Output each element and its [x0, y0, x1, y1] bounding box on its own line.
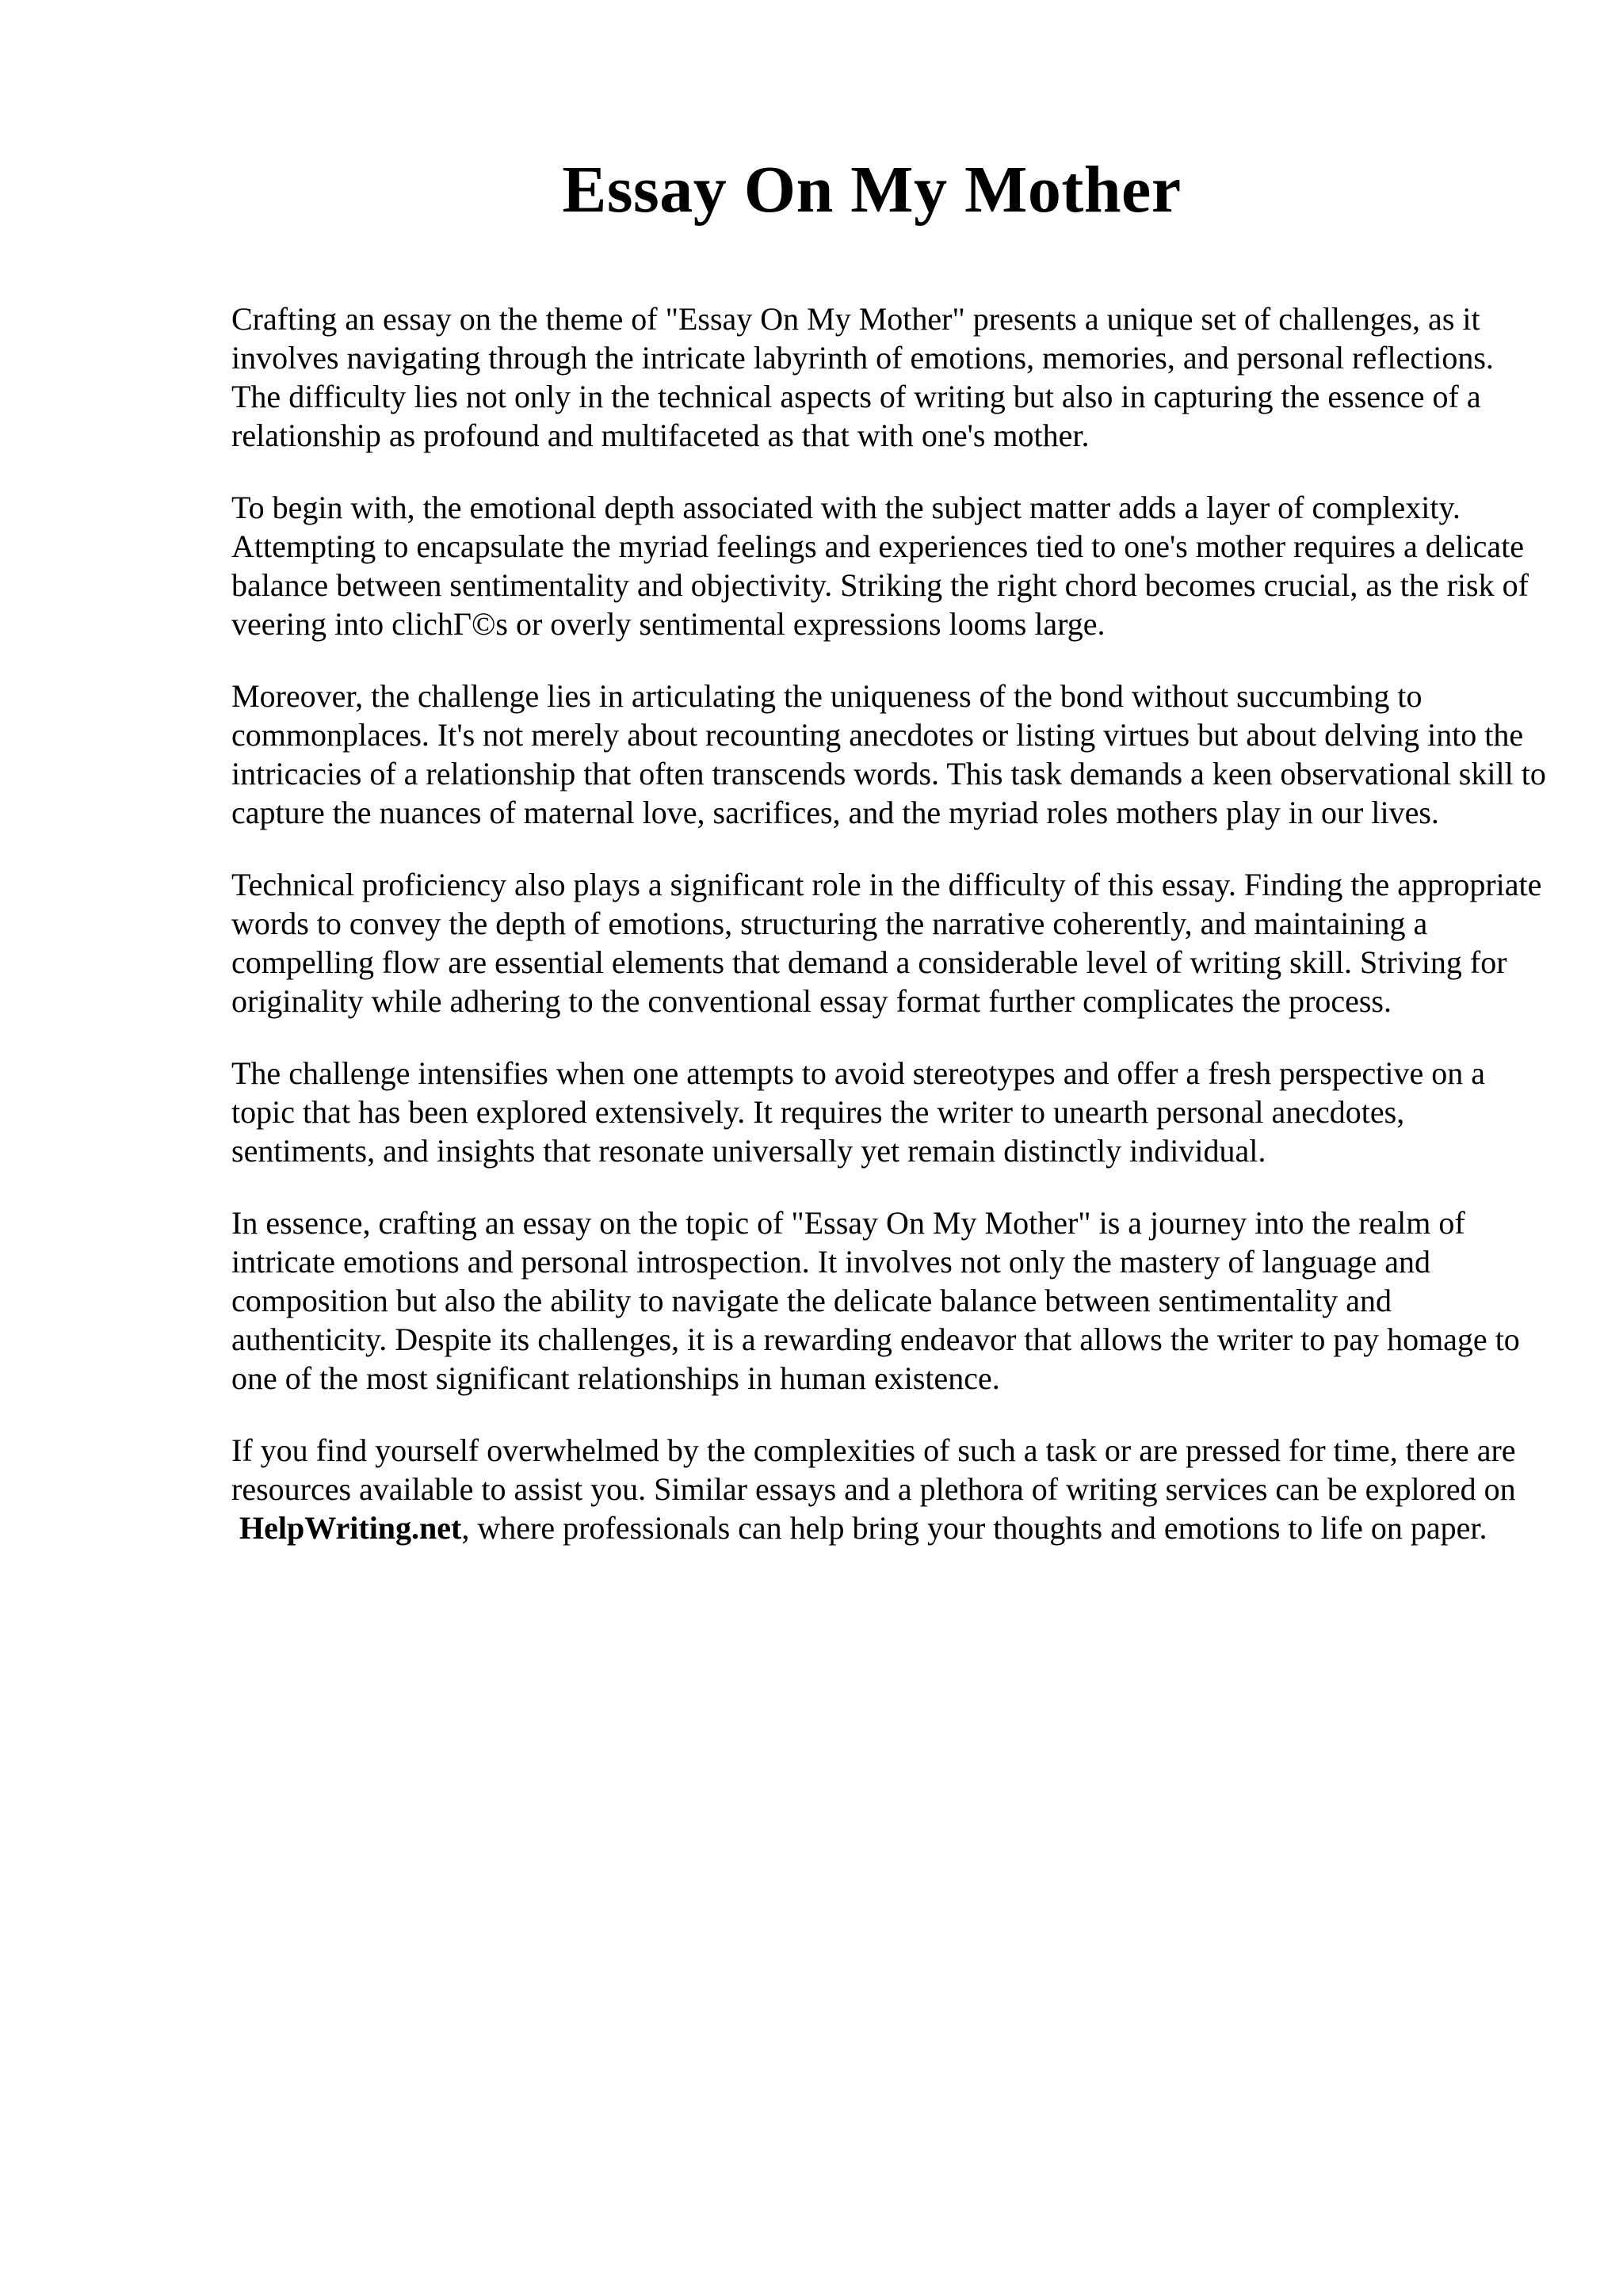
closing-text-before-link: If you find yourself overwhelmed by the complexities of such a task or are pressed for time, there are resources available to assist you. Similar essays and a plethora of writing services can be explored on: [231, 1432, 1516, 1507]
paragraph-3: Moreover, the challenge lies in articulating the uniqueness of the bond without succumbing to commonplaces. It's not merely about recounting anecdotes or listing virtues but about delving into the intricacies of a relationship that often transcends words. This task demands a keen observational skill to capture the nuances of maternal love, sacrifices, and the myriad roles mothers play in our lives.: [231, 678, 1546, 830]
closing-text-after-link: , where professionals can help bring your thoughts and emotions to life on paper.: [461, 1510, 1487, 1546]
closing-paragraph: [231, 1431, 1547, 1547]
paragraph-1: Crafting an essay on the theme of "Essay On My Mother" presents a unique set of challenges, as it involves navigating through the intricate labyrinth of emotions, memories, and personal reflections. The difficulty lies not only in the technical aspects of writing but also in capturing the essence of a relationship as profound and multifaceted as that with one's mother.: [231, 301, 1494, 453]
paragraph-4: Technical proficiency also plays a significant role in the difficulty of this essay. Finding the appropriate words to convey the depth of emotions, structuring the narrative coherently, and maintaining a compelling flow are essential elements that demand a considerable level of writing skill. Striving for originality while adhering to the conventional essay format further complicates the process.: [231, 867, 1542, 1019]
paragraph-2: To begin with, the emotional depth associated with the subject matter adds a layer of complexity. Attempting to encapsulate the myriad feelings and experiences tied to one's mother requires a delicate balance between sentimentality and objectivity. Striking the right chord becomes crucial, as the risk of veering into clichГ©s or overly sentimental expressions looms large.: [231, 490, 1529, 642]
essay-body: [231, 299, 1547, 1581]
paragraph-6: In essence, crafting an essay on the topic of "Essay On My Mother" is a journey into the realm of intricate emotions and personal introspection. It involves not only the mastery of language and composition but also the ability to navigate the delicate balance between sentimentality and authenticity. Despite its challenges, it is a rewarding endeavor that allows the writer to pay homage to one of the most significant relationships in human existence.: [231, 1205, 1520, 1396]
paragraph-5: The challenge intensifies when one attempts to avoid stereotypes and offer a fresh perspective on a topic that has been explored extensively. It requires the writer to unearth personal anecdotes, sentiments, and insights that resonate universally yet remain distinctly individual.: [231, 1055, 1486, 1169]
page-title: Essay On My Mother: [562, 153, 1182, 227]
helpwriting-link[interactable]: HelpWriting.net: [239, 1510, 462, 1546]
